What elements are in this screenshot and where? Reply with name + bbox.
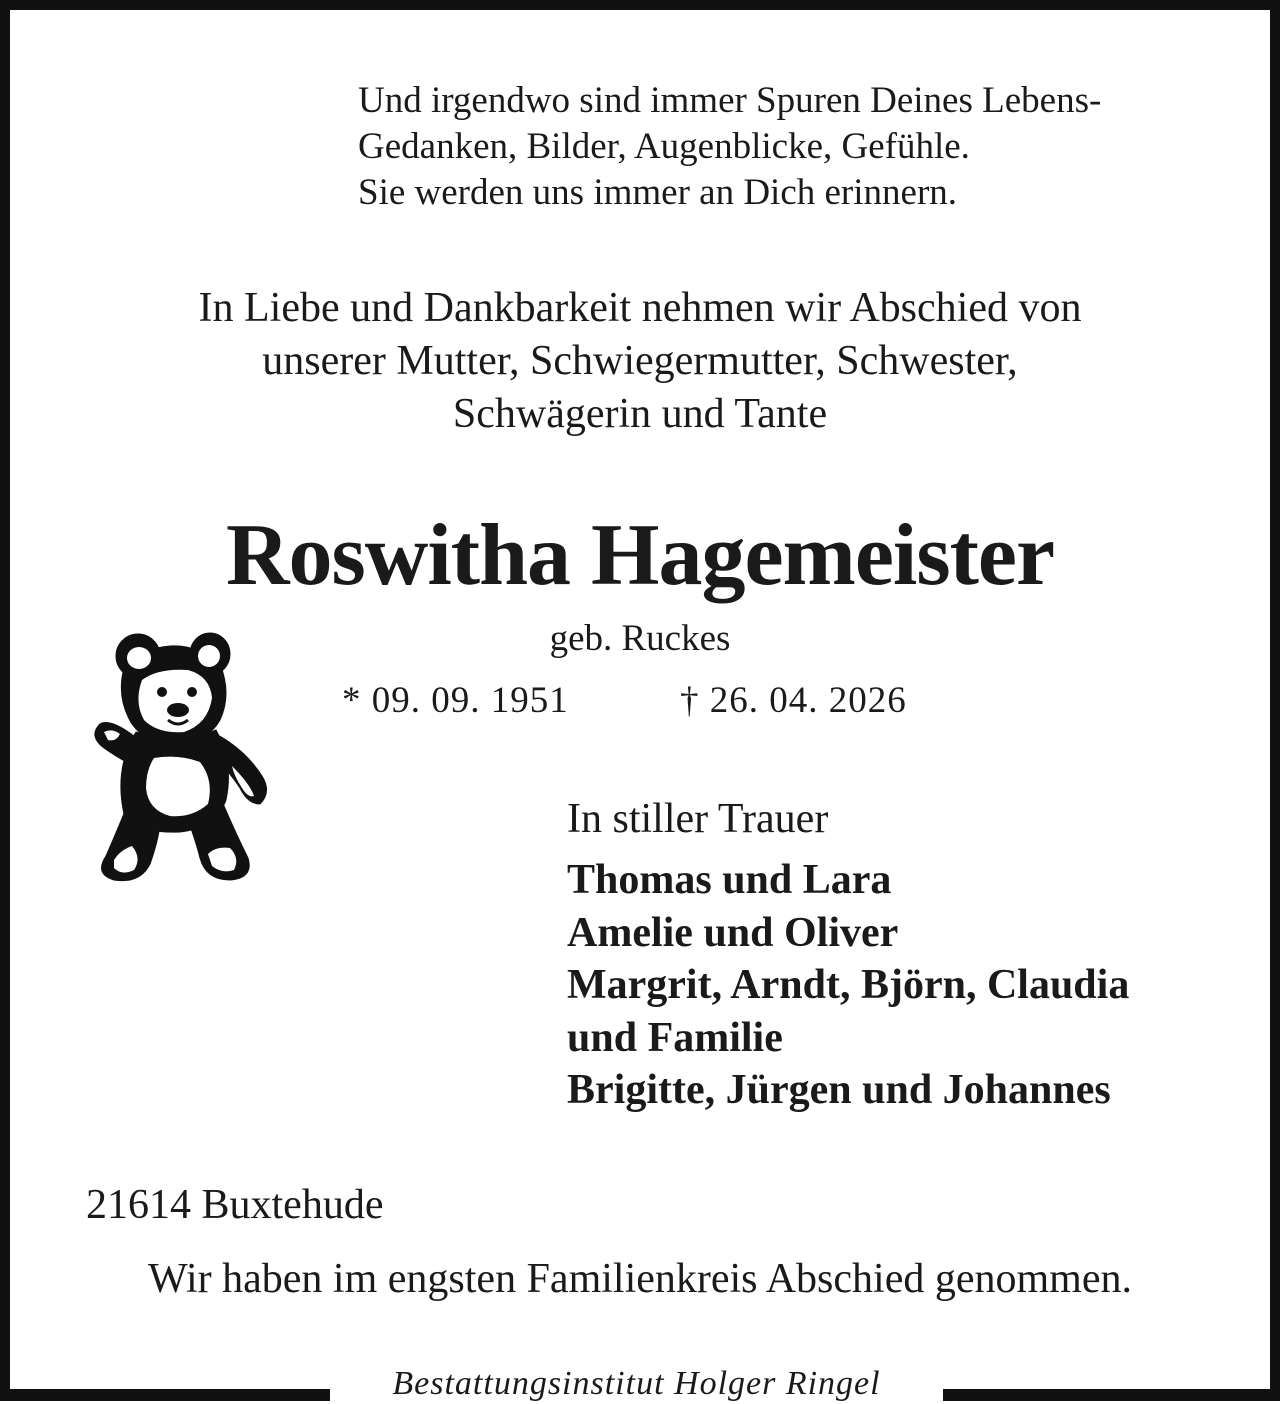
mourner-line: Amelie und Oliver — [567, 909, 899, 956]
birth-date: * 09. 09. 1951 — [342, 680, 569, 721]
location: 21614 Buxtehude — [86, 1182, 384, 1228]
mourners-list — [567, 854, 1129, 1117]
mourner-line: Margrit, Arndt, Björn, Claudia — [567, 962, 1130, 1008]
funeral-home: Bestattungsinstitut Holger Ringel — [392, 1365, 881, 1402]
mourner-line: und Familie — [567, 1014, 783, 1061]
intro-line: Schwägerin und Tante — [452, 391, 828, 437]
bottom-rule-left — [0, 1389, 330, 1401]
mourner-line: Brigitte, Jürgen und Johannes — [567, 1067, 1111, 1113]
bottom-rule-right — [943, 1389, 1280, 1401]
mourner-line: Thomas und Lara — [567, 857, 892, 903]
maiden-name: geb. Ruckes — [549, 618, 731, 659]
poem-line: Sie werden uns immer an Dich erinnern. — [358, 172, 958, 213]
poem-line: Gedanken, Bilder, Augenblicke, Gefühle. — [358, 126, 970, 167]
death-date: † 26. 04. 2026 — [680, 680, 907, 721]
deceased-name: Roswitha Hagemeister — [225, 507, 1055, 604]
teddy-bear-icon — [84, 628, 280, 888]
poem-line: Und irgendwo sind immer Spuren Deines Lebens- — [358, 80, 1102, 121]
intro-line: In Liebe und Dankbarkeit nehmen wir Abschied von — [198, 285, 1082, 331]
mourning-heading: In stiller Trauer — [567, 796, 829, 842]
poem — [358, 78, 1101, 216]
intro-text — [60, 282, 1220, 441]
farewell-notice: Wir haben im engsten Familienkreis Abschied genommen. — [148, 1256, 1132, 1302]
intro-line: unserer Mutter, Schwiegermutter, Schwester, — [262, 338, 1018, 384]
